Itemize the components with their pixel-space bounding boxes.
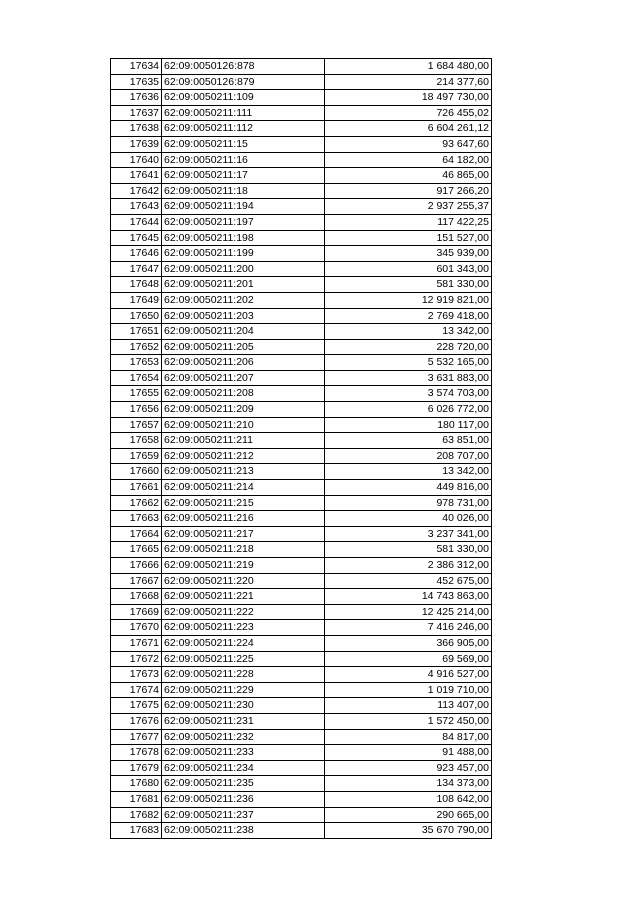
cadastral-value-table: [110, 58, 492, 839]
table-row: [111, 464, 492, 480]
table-row: [111, 105, 492, 121]
cadastral-number-cell: 62:09:0050211:215: [162, 495, 325, 511]
table-row: [111, 308, 492, 324]
cadastral-number-cell: 62:09:0050211:202: [162, 292, 325, 308]
row-number-cell: 17672: [111, 651, 162, 667]
cadastral-value-cell: 69 569,00: [325, 651, 492, 667]
cadastral-number-cell: 62:09:0050211:198: [162, 230, 325, 246]
row-number-cell: 17650: [111, 308, 162, 324]
table-row: [111, 589, 492, 605]
row-number-cell: 17637: [111, 105, 162, 121]
table-row: [111, 246, 492, 262]
cadastral-number-cell: 62:09:0050211:209: [162, 402, 325, 418]
cadastral-value-cell: 64 182,00: [325, 152, 492, 168]
row-number-cell: 17674: [111, 682, 162, 698]
table-row: [111, 776, 492, 792]
cadastral-value-cell: 917 266,20: [325, 183, 492, 199]
cadastral-number-cell: 62:09:0050211:228: [162, 667, 325, 683]
cadastral-value-cell: 14 743 863,00: [325, 589, 492, 605]
cadastral-number-cell: 62:09:0050211:216: [162, 511, 325, 527]
table-row: [111, 261, 492, 277]
table-row: [111, 136, 492, 152]
row-number-cell: 17671: [111, 635, 162, 651]
table-row: [111, 620, 492, 636]
cadastral-number-cell: 62:09:0050126:878: [162, 59, 325, 75]
row-number-cell: 17644: [111, 214, 162, 230]
row-number-cell: 17643: [111, 199, 162, 215]
cadastral-number-cell: 62:09:0050211:201: [162, 277, 325, 293]
row-number-cell: 17675: [111, 698, 162, 714]
cadastral-number-cell: 62:09:0050211:232: [162, 729, 325, 745]
table-row: [111, 74, 492, 90]
cadastral-number-cell: 62:09:0050126:879: [162, 74, 325, 90]
row-number-cell: 17635: [111, 74, 162, 90]
table-row: [111, 324, 492, 340]
table-row: [111, 791, 492, 807]
table-row: [111, 682, 492, 698]
row-number-cell: 17652: [111, 339, 162, 355]
table-row: [111, 370, 492, 386]
cadastral-number-cell: 62:09:0050211:210: [162, 417, 325, 433]
cadastral-number-cell: 62:09:0050211:197: [162, 214, 325, 230]
cadastral-number-cell: 62:09:0050211:109: [162, 90, 325, 106]
cadastral-value-cell: 117 422,25: [325, 214, 492, 230]
cadastral-value-cell: 2 937 255,37: [325, 199, 492, 215]
cadastral-value-cell: 345 939,00: [325, 246, 492, 262]
table-row: [111, 230, 492, 246]
row-number-cell: 17638: [111, 121, 162, 137]
row-number-cell: 17648: [111, 277, 162, 293]
cadastral-number-cell: 62:09:0050211:17: [162, 168, 325, 184]
cadastral-number-cell: 62:09:0050211:234: [162, 760, 325, 776]
cadastral-number-cell: 62:09:0050211:18: [162, 183, 325, 199]
cadastral-value-cell: 13 342,00: [325, 464, 492, 480]
cadastral-number-cell: 62:09:0050211:204: [162, 324, 325, 340]
cadastral-value-cell: 6 604 261,12: [325, 121, 492, 137]
cadastral-value-cell: 208 707,00: [325, 448, 492, 464]
row-number-cell: 17639: [111, 136, 162, 152]
row-number-cell: 17682: [111, 807, 162, 823]
table-row: [111, 417, 492, 433]
cadastral-value-cell: 2 386 312,00: [325, 558, 492, 574]
table-row: [111, 480, 492, 496]
cadastral-value-cell: 290 665,00: [325, 807, 492, 823]
table-row: [111, 59, 492, 75]
table-row: [111, 199, 492, 215]
cadastral-value-cell: 18 497 730,00: [325, 90, 492, 106]
cadastral-value-cell: 151 527,00: [325, 230, 492, 246]
cadastral-number-cell: 62:09:0050211:236: [162, 791, 325, 807]
row-number-cell: 17636: [111, 90, 162, 106]
cadastral-number-cell: 62:09:0050211:221: [162, 589, 325, 605]
cadastral-value-cell: 91 488,00: [325, 745, 492, 761]
row-number-cell: 17645: [111, 230, 162, 246]
cadastral-value-cell: 1 019 710,00: [325, 682, 492, 698]
row-number-cell: 17669: [111, 604, 162, 620]
table-row: [111, 386, 492, 402]
cadastral-number-cell: 62:09:0050211:230: [162, 698, 325, 714]
cadastral-number-cell: 62:09:0050211:233: [162, 745, 325, 761]
cadastral-number-cell: 62:09:0050211:237: [162, 807, 325, 823]
cadastral-number-cell: 62:09:0050211:205: [162, 339, 325, 355]
cadastral-value-cell: 46 865,00: [325, 168, 492, 184]
row-number-cell: 17666: [111, 558, 162, 574]
cadastral-value-cell: 601 343,00: [325, 261, 492, 277]
cadastral-value-cell: 13 342,00: [325, 324, 492, 340]
cadastral-value-cell: 40 026,00: [325, 511, 492, 527]
cadastral-value-cell: 5 532 165,00: [325, 355, 492, 371]
cadastral-value-cell: 63 851,00: [325, 433, 492, 449]
table-row: [111, 183, 492, 199]
table-row: [111, 526, 492, 542]
table-row: [111, 807, 492, 823]
cadastral-value-cell: 3 631 883,00: [325, 370, 492, 386]
cadastral-number-cell: 62:09:0050211:199: [162, 246, 325, 262]
row-number-cell: 17668: [111, 589, 162, 605]
row-number-cell: 17661: [111, 480, 162, 496]
table-row: [111, 573, 492, 589]
cadastral-number-cell: 62:09:0050211:223: [162, 620, 325, 636]
cadastral-value-cell: 978 731,00: [325, 495, 492, 511]
cadastral-value-cell: 726 455,02: [325, 105, 492, 121]
cadastral-value-cell: 12 425 214,00: [325, 604, 492, 620]
table-row: [111, 729, 492, 745]
row-number-cell: 17634: [111, 59, 162, 75]
table-row: [111, 168, 492, 184]
table-row: [111, 511, 492, 527]
row-number-cell: 17659: [111, 448, 162, 464]
row-number-cell: 17655: [111, 386, 162, 402]
row-number-cell: 17640: [111, 152, 162, 168]
row-number-cell: 17683: [111, 823, 162, 839]
row-number-cell: 17664: [111, 526, 162, 542]
cadastral-value-cell: 108 642,00: [325, 791, 492, 807]
row-number-cell: 17676: [111, 713, 162, 729]
table-row: [111, 542, 492, 558]
cadastral-value-cell: 228 720,00: [325, 339, 492, 355]
table-row: [111, 433, 492, 449]
cadastral-value-cell: 84 817,00: [325, 729, 492, 745]
row-number-cell: 17663: [111, 511, 162, 527]
cadastral-number-cell: 62:09:0050211:213: [162, 464, 325, 480]
row-number-cell: 17658: [111, 433, 162, 449]
row-number-cell: 17679: [111, 760, 162, 776]
row-number-cell: 17642: [111, 183, 162, 199]
table-row: [111, 90, 492, 106]
table-row: [111, 698, 492, 714]
row-number-cell: 17681: [111, 791, 162, 807]
cadastral-value-cell: 1 684 480,00: [325, 59, 492, 75]
cadastral-number-cell: 62:09:0050211:212: [162, 448, 325, 464]
cadastral-value-cell: 7 416 246,00: [325, 620, 492, 636]
cadastral-number-cell: 62:09:0050211:214: [162, 480, 325, 496]
table-row: [111, 152, 492, 168]
cadastral-number-cell: 62:09:0050211:220: [162, 573, 325, 589]
cadastral-number-cell: 62:09:0050211:231: [162, 713, 325, 729]
table-row: [111, 745, 492, 761]
cadastral-number-cell: 62:09:0050211:217: [162, 526, 325, 542]
row-number-cell: 17670: [111, 620, 162, 636]
cadastral-number-cell: 62:09:0050211:194: [162, 199, 325, 215]
cadastral-value-cell: 581 330,00: [325, 277, 492, 293]
row-number-cell: 17660: [111, 464, 162, 480]
row-number-cell: 17656: [111, 402, 162, 418]
cadastral-value-cell: 214 377,60: [325, 74, 492, 90]
cadastral-number-cell: 62:09:0050211:218: [162, 542, 325, 558]
cadastral-value-cell: 113 407,00: [325, 698, 492, 714]
cadastral-value-cell: 2 769 418,00: [325, 308, 492, 324]
row-number-cell: 17647: [111, 261, 162, 277]
table-row: [111, 402, 492, 418]
row-number-cell: 17654: [111, 370, 162, 386]
cadastral-value-cell: 12 919 821,00: [325, 292, 492, 308]
table-row: [111, 713, 492, 729]
cadastral-value-cell: 3 237 341,00: [325, 526, 492, 542]
row-number-cell: 17678: [111, 745, 162, 761]
cadastral-value-cell: 449 816,00: [325, 480, 492, 496]
row-number-cell: 17677: [111, 729, 162, 745]
row-number-cell: 17680: [111, 776, 162, 792]
cadastral-value-cell: 366 905,00: [325, 635, 492, 651]
cadastral-value-cell: 134 373,00: [325, 776, 492, 792]
cadastral-number-cell: 62:09:0050211:15: [162, 136, 325, 152]
table-row: [111, 495, 492, 511]
row-number-cell: 17641: [111, 168, 162, 184]
table-row: [111, 604, 492, 620]
table-row: [111, 277, 492, 293]
cadastral-value-cell: 923 457,00: [325, 760, 492, 776]
table-row: [111, 214, 492, 230]
table-body: [111, 59, 492, 839]
table-row: [111, 667, 492, 683]
table-row: [111, 121, 492, 137]
cadastral-value-cell: 1 572 450,00: [325, 713, 492, 729]
cadastral-value-cell: 581 330,00: [325, 542, 492, 558]
cadastral-number-cell: 62:09:0050211:206: [162, 355, 325, 371]
cadastral-number-cell: 62:09:0050211:219: [162, 558, 325, 574]
cadastral-number-cell: 62:09:0050211:112: [162, 121, 325, 137]
table-row: [111, 355, 492, 371]
cadastral-number-cell: 62:09:0050211:203: [162, 308, 325, 324]
cadastral-number-cell: 62:09:0050211:16: [162, 152, 325, 168]
row-number-cell: 17673: [111, 667, 162, 683]
cadastral-number-cell: 62:09:0050211:207: [162, 370, 325, 386]
cadastral-value-cell: 180 117,00: [325, 417, 492, 433]
cadastral-number-cell: 62:09:0050211:224: [162, 635, 325, 651]
cadastral-number-cell: 62:09:0050211:229: [162, 682, 325, 698]
cadastral-number-cell: 62:09:0050211:208: [162, 386, 325, 402]
cadastral-number-cell: 62:09:0050211:238: [162, 823, 325, 839]
cadastral-number-cell: 62:09:0050211:211: [162, 433, 325, 449]
cadastral-number-cell: 62:09:0050211:222: [162, 604, 325, 620]
row-number-cell: 17657: [111, 417, 162, 433]
table-row: [111, 558, 492, 574]
row-number-cell: 17653: [111, 355, 162, 371]
cadastral-value-cell: 4 916 527,00: [325, 667, 492, 683]
table-row: [111, 823, 492, 839]
cadastral-number-cell: 62:09:0050211:225: [162, 651, 325, 667]
row-number-cell: 17651: [111, 324, 162, 340]
cadastral-number-cell: 62:09:0050211:235: [162, 776, 325, 792]
row-number-cell: 17667: [111, 573, 162, 589]
row-number-cell: 17646: [111, 246, 162, 262]
cadastral-value-cell: 6 026 772,00: [325, 402, 492, 418]
cadastral-value-cell: 93 647,60: [325, 136, 492, 152]
table-row: [111, 292, 492, 308]
table-row: [111, 339, 492, 355]
table-row: [111, 760, 492, 776]
row-number-cell: 17662: [111, 495, 162, 511]
table-row: [111, 651, 492, 667]
row-number-cell: 17649: [111, 292, 162, 308]
row-number-cell: 17665: [111, 542, 162, 558]
table-row: [111, 635, 492, 651]
cadastral-value-cell: 35 670 790,00: [325, 823, 492, 839]
cadastral-value-cell: 452 675,00: [325, 573, 492, 589]
cadastral-value-cell: 3 574 703,00: [325, 386, 492, 402]
cadastral-number-cell: 62:09:0050211:111: [162, 105, 325, 121]
table-row: [111, 448, 492, 464]
cadastral-number-cell: 62:09:0050211:200: [162, 261, 325, 277]
